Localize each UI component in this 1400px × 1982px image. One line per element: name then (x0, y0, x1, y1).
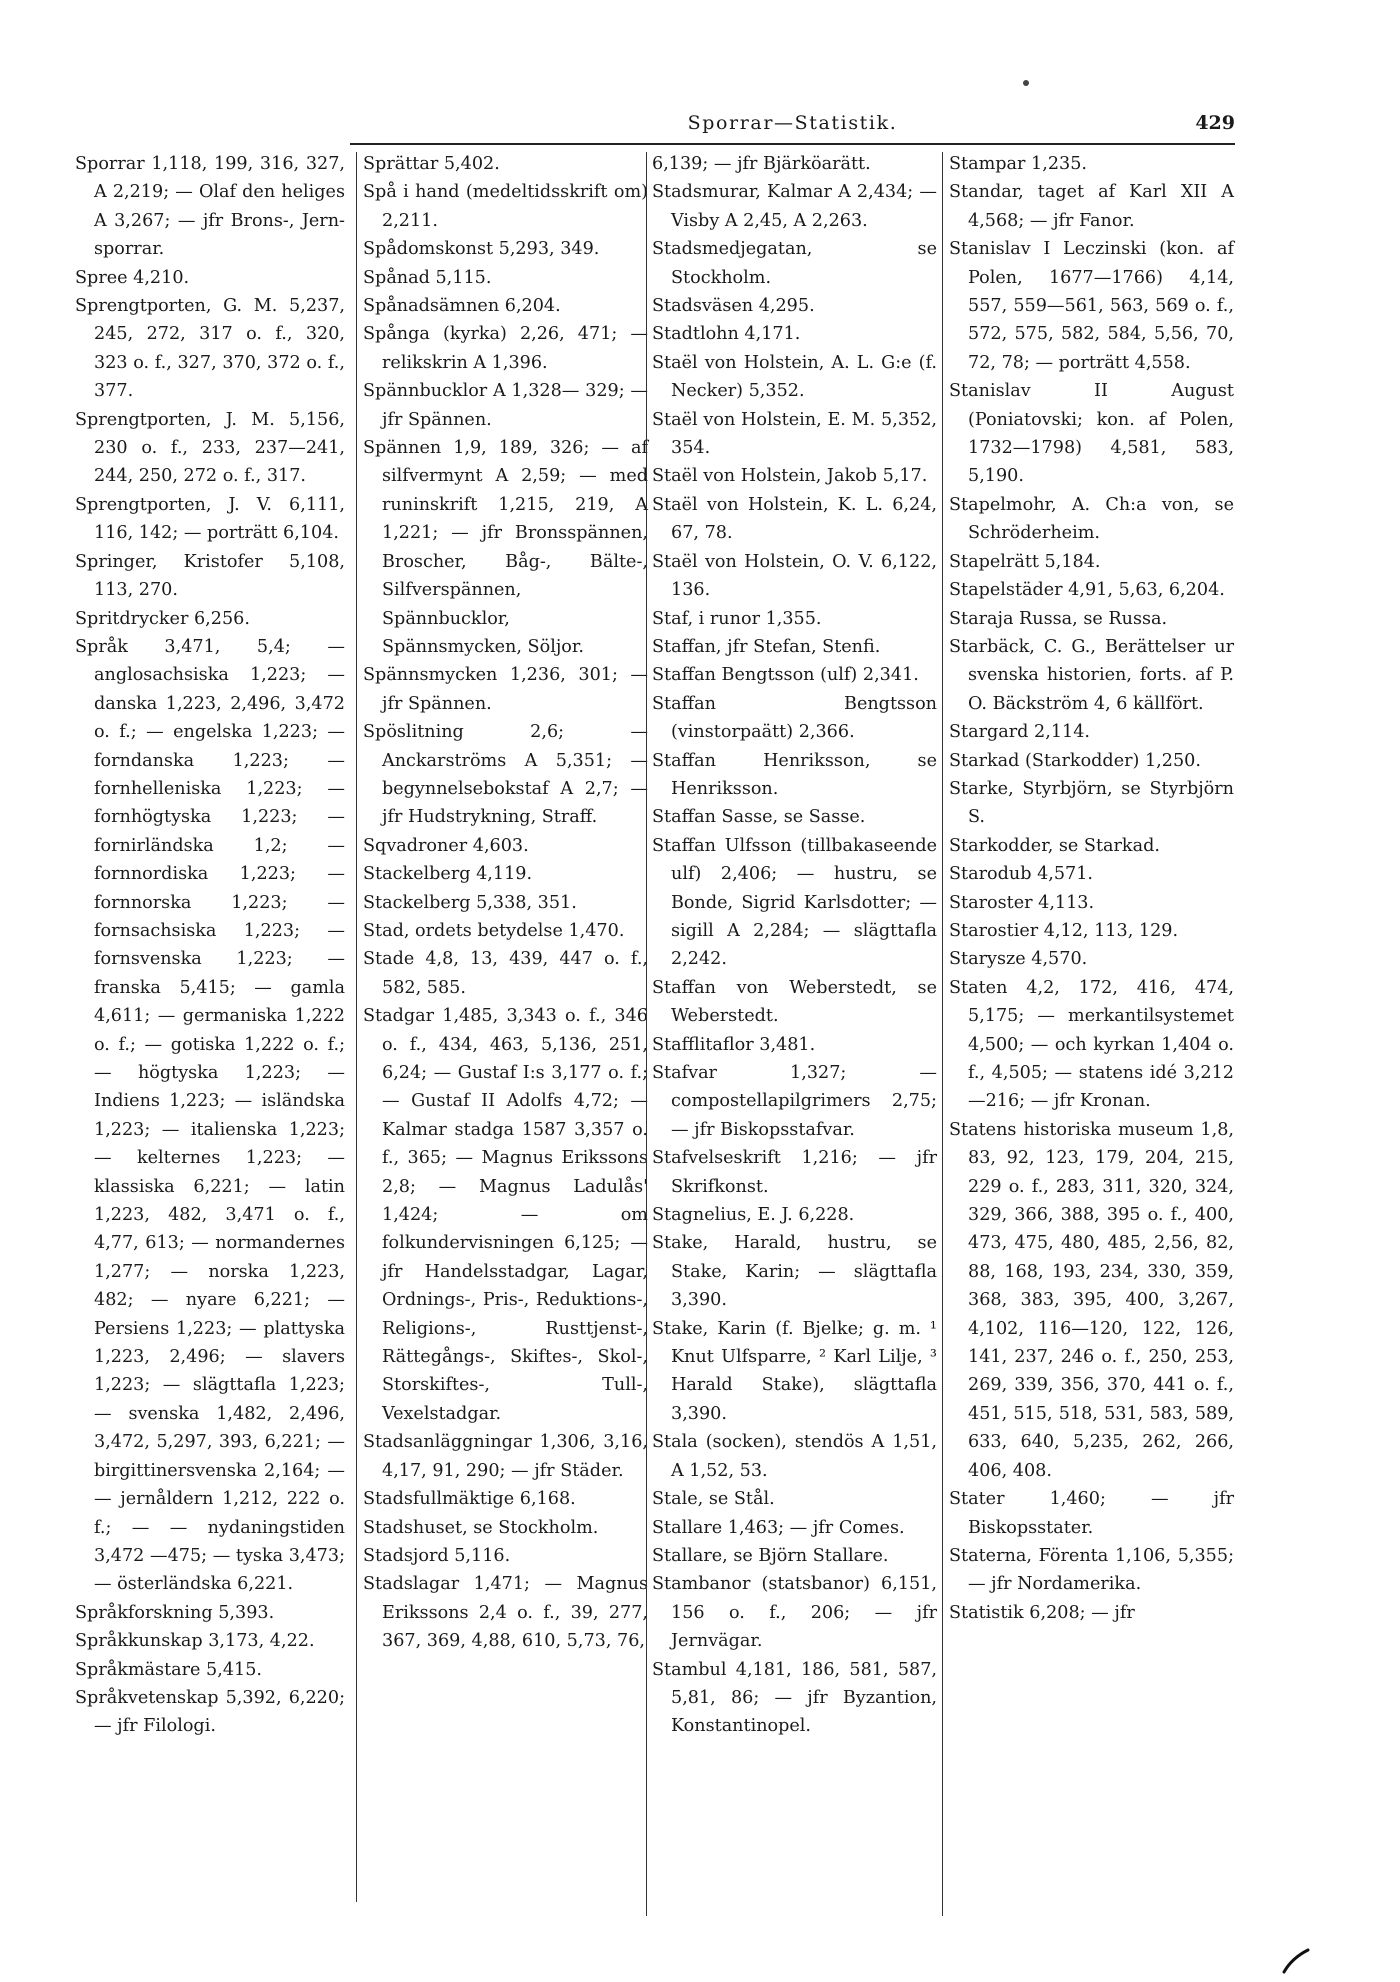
column-divider-3 (942, 152, 943, 1916)
index-entry: Staffan Bengtsson (ulf) 2,341. (652, 665, 919, 686)
index-entry: Stadsmurar, Kalmar A 2,434; — Visby A 2,45, A 2,263. (652, 182, 937, 231)
index-entry: Sprengtporten, J. M. 5,156, 230 o. f., 233, 237—241, 244, 250, 272 o. f., 317. (75, 409, 345, 487)
index-entry: Spöslitning 2,6; — Anckarströms A 5,351; — begynnelsebokstaf A 2,7; — jfr Hudstrykning, Straff. (363, 722, 648, 828)
index-entry: Staël von Holstein, A. L. G:e (f. Necker) 5,352. (652, 352, 937, 402)
index-entry: Stater 1,460; — jfr Biskopsstater. (949, 1489, 1234, 1538)
index-entry: Stadgar 1,485, 3,343 o. f., 346 o. f., 434, 463, 5,136, 251, 6,24; — Gustaf I:s 3,177 o. f.; — Gustaf II Adolfs 4,72; — Kalmar stadga 1587 3,357 o. f., 365; — Magnus Erikssons 2,8; — Magnus Ladulås' 1,424; — om folkundervisningen 6,125; — jfr Handelsstadgar, Lagar, Ordnings-, Pris-, Reduktions-, Religions-, Rusttjenst-, Rättegångs-, Skiftes-, Skol-, Storskiftes-, Tull-, Vexelstadgar. (363, 1006, 648, 1424)
index-entry: Stake, Harald, hustru, se Stake, Karin; — slägttafla 3,390. (652, 1233, 937, 1311)
index-entry: Stale, se Stål. (652, 1489, 775, 1510)
index-entry: Starkad (Starkodder) 1,250. (949, 750, 1201, 771)
index-entry: Staël von Holstein, E. M. 5,352, 354. (652, 409, 937, 459)
index-entry: Stallare 1,463; — jfr Comes. (652, 1517, 905, 1538)
index-entry: Sprengtporten, J. V. 6,111, 116, 142; — porträtt 6,104. (75, 494, 345, 544)
index-entry: Sprättar 5,402. (363, 154, 500, 174)
index-entry: Sqvadroner 4,603. (363, 835, 529, 856)
index-entry: Stala (socken), stendös A 1,51, A 1,52, 53. (652, 1432, 937, 1481)
index-entry: Springer, Kristofer 5,108, 113, 270. (75, 551, 345, 601)
index-entry: Stafflitaflor 3,481. (652, 1034, 816, 1055)
index-entry: Stafvar 1,327; — compostellapilgrimers 2,75; — jfr Biskopsstafvar. (652, 1063, 937, 1140)
index-entry: Starkodder, se Starkad. (949, 835, 1160, 856)
index-entry: Stambanor (statsbanor) 6,151, 156 o. f., 206; — jfr Jernvägar. (652, 1574, 937, 1652)
index-entry: Stade 4,8, 13, 439, 447 o. f., 582, 585. (363, 949, 648, 998)
index-entry: Stapelmohr, A. Ch:a von, se Schröderheim. (949, 494, 1234, 544)
index-column-1 (75, 150, 345, 1741)
running-title: Sporrar—Statistik. (687, 112, 898, 134)
index-entry: Starodub 4,571. (949, 864, 1094, 885)
index-entry: Stanislav II August (Poniatovski; kon. af Polen, 1732—1798) 4,581, 583, 5,190. (949, 381, 1234, 487)
index-entry: Starke, Styrbjörn, se Styrbjörn S. (949, 778, 1234, 828)
index-entry: Stadsväsen 4,295. (652, 296, 815, 317)
index-entry: Stagnelius, E. J. 6,228. (652, 1205, 855, 1226)
index-entry: Staroster 4,113. (949, 892, 1095, 913)
index-entry: Stadtlohn 4,171. (652, 324, 801, 345)
index-column-4 (949, 150, 1234, 1627)
index-entry: Sporrar 1,118, 199, 316, 327, A 2,219; — Olaf den heliges A 3,267; — jfr Brons-, Jern-sporrar. (75, 154, 345, 260)
index-entry: Staffan Henriksson, se Henriksson. (652, 750, 937, 799)
index-entry: Stampar 1,235. (949, 154, 1088, 174)
page-number: 429 (1195, 112, 1235, 134)
index-entry: Spådomskonst 5,293, 349. (363, 239, 600, 260)
index-entry: Spännsmycken 1,236, 301; — jfr Spännen. (363, 665, 648, 714)
column-divider-1 (356, 152, 357, 1902)
index-entry: Stadsjord 5,116. (363, 1545, 511, 1566)
index-entry: Språk 3,471, 5,4; — anglosachsiska 1,223; — danska 1,223, 2,496, 3,472 o. f.; — engelska 1,223; — forndanska 1,223; — fornhelleniska 1,223; — fornhögtyska 1,223; — fornirländska 1,2; — fornnordiska 1,223; — fornnorska 1,223; — fornsachsiska 1,223; — fornsvenska 1,223; — franska 5,415; — gamla 4,611; — germaniska 1,222 o. f.; — gotiska 1,222 o. f.; — högtyska 1,223; — Indiens 1,223; — isländska 1,223; — italienska 1,223; — kelternes 1,223; — klassiska 6,221; — latin 1,223, 482, 3,471 o. f., 4,77, 613; — normandernes 1,277; — norska 1,223, 482; — nyare 6,221; — Persiens 1,223; — plattyska 1,223, 2,496; — slavers 1,223; — slägttafla 1,223; — svenska 1,482, 2,496, 3,472, 5,297, 393, 6,221; — birgittinersvenska 2,164; — — jernåldern 1,212, 222 o. f.; — — nydaningstiden 3,472 —475; — tyska 3,473; — österländska 6,221. (75, 636, 345, 1595)
index-entry: Staël von Holstein, O. V. 6,122, 136. (652, 551, 937, 601)
index-entry: Stapelrätt 5,184. (949, 551, 1101, 572)
index-entry: Sprengtporten, G. M. 5,237, 245, 272, 317 o. f., 320, 323 o. f., 327, 370, 372 o. f., 377. (75, 296, 345, 402)
header-rule (350, 143, 1235, 145)
index-entry: Staffan Sasse, se Sasse. (652, 807, 866, 828)
index-entry: Stadsmedjegatan, se Stockholm. (652, 239, 937, 288)
index-entry: Stadslagar 1,471; — Magnus Erikssons 2,4 o. f., 39, 277, 367, 369, 4,88, 610, 5,73, 76, (363, 1574, 648, 1652)
index-column-3 (652, 150, 937, 1741)
index-entry: Statistik 6,208; — jfr (949, 1602, 1135, 1623)
index-entry: Stake, Karin (f. Bjelke; g. m. ¹ Knut Ulfsparre, ² Karl Lilje, ³ Harald Stake), slägttafla 3,390. (652, 1318, 937, 1424)
column-divider-2 (646, 152, 647, 1916)
index-entry: Staf, i runor 1,355. (652, 608, 822, 629)
index-entry: Stapelstäder 4,91, 5,63, 6,204. (949, 580, 1225, 601)
index-entry: Stackelberg 4,119. (363, 864, 533, 885)
index-entry: Staffan Ulfsson (tillbakaseende ulf) 2,406; — hustru, se Bonde, Sigrid Karlsdotter; — sigill A 2,284; — slägttafla 2,242. (652, 835, 937, 970)
index-entry: Språkforskning 5,393. (75, 1602, 275, 1623)
index-entry: Stackelberg 5,338, 351. (363, 892, 577, 913)
index-entry: Staffan von Weberstedt, se Weberstedt. (652, 977, 937, 1027)
index-entry: Stadsfullmäktige 6,168. (363, 1489, 576, 1510)
index-entry: Statens historiska museum 1,8, 83, 92, 123, 179, 204, 215, 229 o. f., 283, 311, 320, 324, 329, 366, 388, 395 o. f., 400, 473, 475, 480, 485, 2,56, 82, 88, 168, 193, 234, 330, 359, 368, 383, 395, 400, 3,267, 4,102, 116—120, 122, 126, 141, 237, 246 o. f., 250, 253, 269, 339, 356, 370, 441 o. f., 451, 515, 518, 531, 583, 589, 633, 640, 5,235, 262, 266, 406, 408. (949, 1119, 1234, 1481)
index-entry: Stambul 4,181, 186, 581, 587, 5,81, 86; — jfr Byzantion, Konstantinopel. (652, 1659, 937, 1737)
ink-speck (1023, 80, 1029, 86)
index-entry: Starbäck, C. G., Berättelser ur svenska historien, forts. af P. O. Bäckström 4, 6 källfört. (949, 636, 1234, 714)
index-entry: Spå i hand (medeltidsskrift om) 2,211. (363, 182, 648, 231)
index-entry: Standar, taget af Karl XII A 4,568; — jfr Fanor. (949, 182, 1234, 231)
index-entry: Starysze 4,570. (949, 949, 1088, 970)
index-entry: Spånadsämnen 6,204. (363, 296, 561, 317)
index-column-2 (363, 150, 648, 1656)
index-entry: Starostier 4,12, 113, 129. (949, 920, 1179, 941)
index-entry: Spännbucklor A 1,328— 329; — jfr Spännen. (363, 381, 648, 430)
index-entry: Stafvelseskrift 1,216; — jfr Skrifkonst. (652, 1148, 937, 1197)
index-entry: Spånad 5,115. (363, 267, 492, 288)
index-entry: Språkkunskap 3,173, 4,22. (75, 1631, 315, 1652)
index-entry: Stadsanläggningar 1,306, 3,16, 4,17, 91, 290; — jfr Städer. (363, 1432, 648, 1481)
index-entry: Spånga (kyrka) 2,26, 471; — relikskrin A 1,396. (363, 324, 648, 373)
index-entry: Spree 4,210. (75, 267, 190, 288)
running-header (350, 112, 1235, 152)
index-entry: Staël von Holstein, Jakob 5,17. (652, 466, 928, 487)
index-entry: Stanislav I Leczinski (kon. af Polen, 1677—1766) 4,14, 557, 559—561, 563, 569 o. f., 572, 575, 582, 584, 5,56, 70, 72, 78; — porträtt 4,558. (949, 239, 1234, 373)
index-entry: Staten 4,2, 172, 416, 474, 5,175; — merkantilsystemet 4,500; — och kyrkan 1,404 o. f., 4,505; — statens idé 3,212—216; — jfr Kronan. (949, 977, 1234, 1112)
index-entry: Staël von Holstein, K. L. 6,24, 67, 78. (652, 494, 937, 544)
index-entry: Spritdrycker 6,256. (75, 608, 250, 629)
index-entry: Stargard 2,114. (949, 722, 1090, 743)
ink-stroke-mark (1282, 1944, 1312, 1974)
index-entry: Staffan Bengtsson (vinstorpaätt) 2,366. (652, 693, 937, 743)
index-entry: Stallare, se Björn Stallare. (652, 1545, 889, 1566)
index-entry: Staraja Russa, se Russa. (949, 608, 1168, 629)
index-entry: Stad, ordets betydelse 1,470. (363, 920, 625, 941)
index-entry: Språkmästare 5,415. (75, 1659, 263, 1680)
index-entry: Staffan, jfr Stefan, Stenfi. (652, 636, 881, 657)
index-entry: 6,139; — jfr Bjärköarätt. (652, 154, 871, 174)
index-entry: Staterna, Förenta 1,106, 5,355; — jfr Nordamerika. (949, 1545, 1234, 1595)
index-entry: Språkvetenskap 5,392, 6,220; — jfr Filologi. (75, 1687, 345, 1737)
index-entry: Stadshuset, se Stockholm. (363, 1517, 599, 1538)
index-entry: Spännen 1,9, 189, 326; — af silfvermynt A 2,59; — med runinskrift 1,215, 219, A 1,221; — jfr Bronsspännen, Broscher, Båg-, Bälte-, Silfverspännen, Spännbucklor, Spännsmycken, Söljor. (363, 438, 648, 657)
